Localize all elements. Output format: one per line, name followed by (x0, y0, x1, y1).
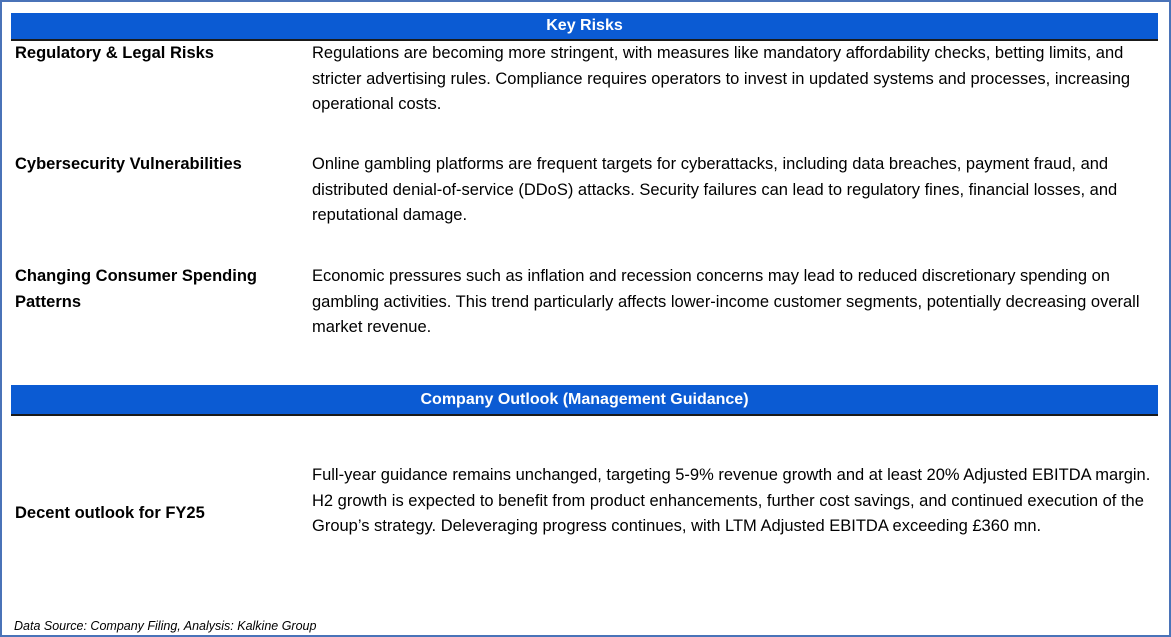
risk-description: Economic pressures such as inflation and recession concerns may lead to reduced discretionary spending on gambling activities. This trend particularly affects lower-income customer segments, potentially decreasing overall market revenue. (312, 267, 1140, 336)
risk-description: Regulations are becoming more stringent, with measures like mandatory affordability checks, betting limits, and stricter advertising rules. Compliance requires operators to invest in updated systems and processes, increasing operational costs. (312, 44, 1131, 113)
risk-description: Online gambling platforms are frequent targets for cyberattacks, including data breaches, payment fraud, and distributed denial-of-service (DDoS) attacks. Security failures can lead to regulatory fines, financial losses, and reputational damage. (312, 155, 1118, 224)
outlook-label: Decent outlook for FY25 (15, 504, 205, 522)
data-source-footnote: Data Source: Company Filing, Analysis: Kalkine Group (14, 619, 317, 633)
risk-label: Changing Consumer Spending Patterns (15, 267, 257, 311)
risk-label: Cybersecurity Vulnerabilities (15, 155, 242, 173)
key-risks-header: Key Risks (11, 13, 1158, 39)
company-outlook-header: Company Outlook (Management Guidance) (11, 385, 1158, 414)
company-outlook-header-rule (11, 414, 1158, 416)
risk-label: Regulatory & Legal Risks (15, 44, 214, 62)
outlook-description: Full-year guidance remains unchanged, targeting 5-9% revenue growth and at least 20% Adjusted EBITDA margin. H2 growth is expected to benefit from product enhancements, further cost savings, and continued execution of the Group’s strategy. Deleveraging progress continues, with LTM Adjusted EBITDA exceeding £360 mn. (312, 466, 1151, 535)
